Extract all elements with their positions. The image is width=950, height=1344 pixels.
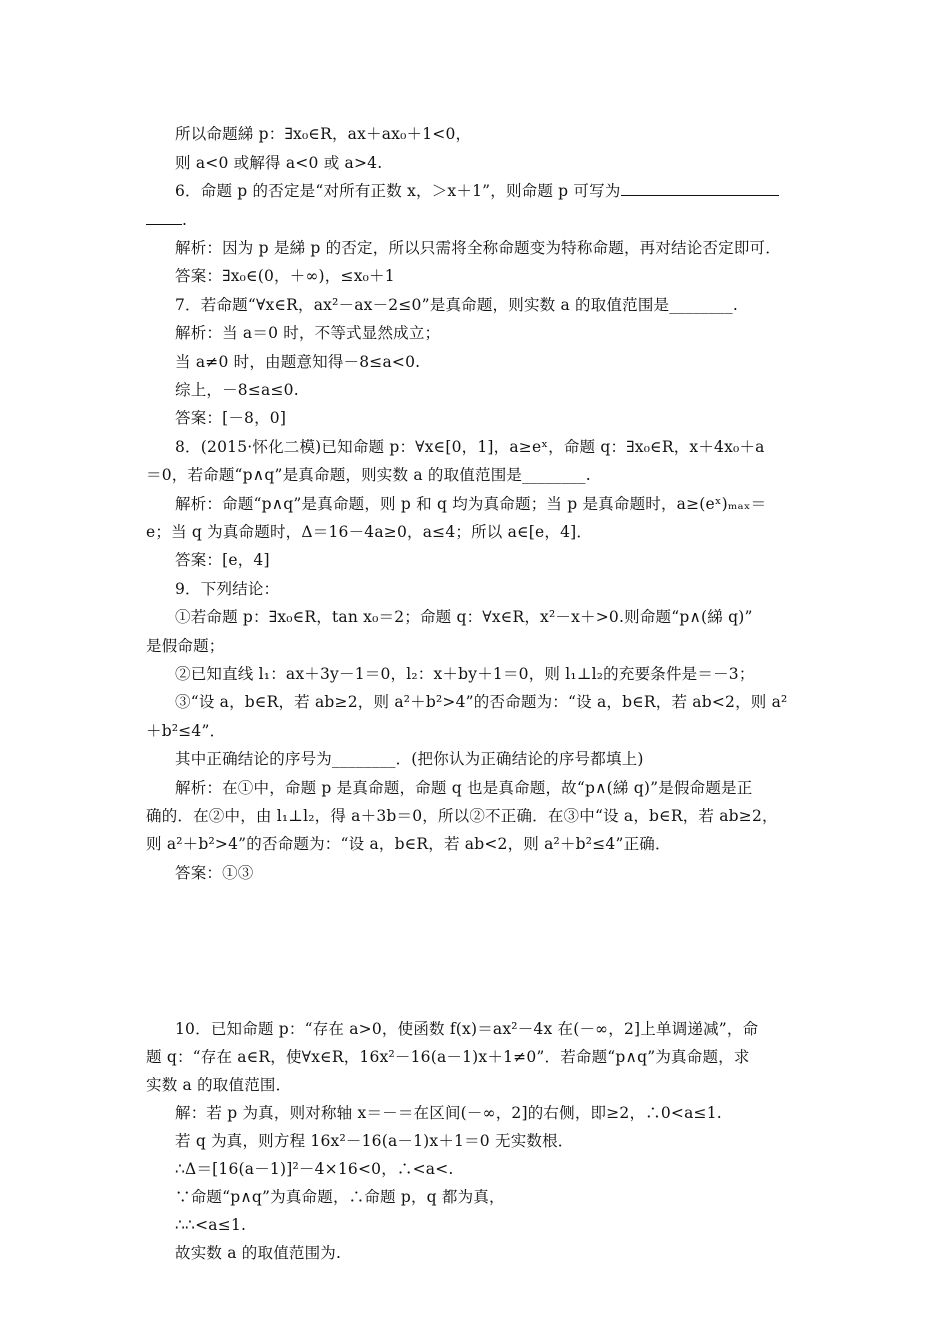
question-6	[175, 181, 779, 201]
answer-blank	[621, 181, 779, 196]
text-line: 实数 a 的取值范围．	[146, 1076, 292, 1094]
question-7: 7．若命题“∀x∈R，ax²－ax－2≤0”是真命题，则实数 a 的取值范围是________.	[175, 296, 738, 314]
text-line: 综上，－8≤a≤0.	[175, 381, 299, 399]
text-line: 确的．在②中，由 l₁⊥l₂，得 a＋3b＝0，所以②不正确．在③中“设 a，b∈R，若 ab≥2，	[146, 807, 778, 825]
text-line: 当 a≠0 时，由题意知得－8≤a<0.	[175, 353, 421, 371]
text-line: e；当 q 为真命题时，Δ＝16－4a≥0，a≤4；所以 a∈[e，4]．	[146, 523, 593, 541]
text-line: 题 q：“存在 a∈R，使∀x∈R，16x²－16(a－1)x＋1≠0”．若命题“p∧q”为真命题，求	[146, 1048, 750, 1066]
text-line: ∵命题“p∧q”为真命题，∴命题 p，q 都为真，	[175, 1188, 505, 1206]
answer-8: 答案：[e，4]	[175, 551, 270, 569]
answer-9: 答案：①③	[175, 864, 254, 882]
statement-1: ①若命题 p：∃x₀∈R，tan x₀＝2；命题 q：∀x∈R，x²－x＋>0.则命题“p∧(綈 q)”	[175, 608, 753, 626]
text-line: 是假命题；	[146, 637, 225, 655]
text-line: ＝0，若命题“p∧q”是真命题，则实数 a 的取值范围是________.	[146, 466, 591, 484]
text-line: 则 a²＋b²>4”的否命题为：“设 a，b∈R，若 ab<2，则 a²＋b²≤4”正确．	[146, 835, 671, 853]
question-6-end: .	[182, 211, 188, 229]
text-line: ∴Δ＝[16(a－1)]²－4×16<0，∴<a<.	[175, 1160, 454, 1178]
text-line: ∴∴<a≤1.	[175, 1216, 247, 1234]
analysis-6: 解析：因为 p 是綈 p 的否定，所以只需将全称命题变为特称命题，再对结论否定即可．	[175, 239, 781, 257]
question-6-text: 6．命题 p 的否定是“对所有正数 x，＞x＋1”，则命题 p 可写为	[175, 182, 621, 200]
answer-7: 答案：[－8，0]	[175, 409, 287, 427]
text-line: 所以命题綈 p：∃x₀∈R，ax＋ax₀＋1<0，	[175, 125, 472, 143]
statement-3: ③“设 a，b∈R，若 ab≥2，则 a²＋b²>4”的否命题为：“设 a，b∈R，若 ab<2，则 a²	[175, 693, 788, 711]
question-10: 10．已知命题 p：“存在 a>0，使函数 f(x)＝ax²－4x 在(－∞，2]上单调递减”，命	[175, 1020, 759, 1038]
answer-blank	[146, 210, 182, 225]
text-line: ＋b²≤4”．	[146, 722, 226, 740]
analysis-9: 解析：在①中，命题 p 是真命题，命题 q 也是真命题，故“p∧(綈 q)”是假命题是正	[175, 779, 753, 797]
conclusion-10: 故实数 a 的取值范围为.	[175, 1244, 342, 1262]
question-9: 9．下列结论：	[175, 580, 280, 598]
solution-10: 解：若 p 为真，则对称轴 x＝－＝在区间(－∞，2]的右侧，即≥2，∴0<a≤1.	[175, 1104, 722, 1122]
statement-2: ②已知直线 l₁：ax＋3y－1＝0，l₂：x＋by＋1＝0，则 l₁⊥l₂的充要条件是＝－3；	[175, 665, 755, 683]
question-6-cont	[146, 210, 187, 230]
question-8: 8．(2015·怀化二模)已知命题 p：∀x∈[0，1]，a≥eˣ，命题 q：∃x₀∈R，x＋4x₀＋a	[175, 438, 765, 456]
text-line: 若 q 为真，则方程 16x²－16(a－1)x＋1＝0 无实数根．	[175, 1132, 574, 1150]
answer-6: 答案：∃x₀∈(0，＋∞)，≤x₀＋1	[175, 267, 395, 285]
analysis-8: 解析：命题“p∧q”是真命题，则 p 和 q 均为真命题；当 p 是真命题时，a≥(eˣ)ₘₐₓ＝	[175, 495, 767, 513]
text-line: 则 a<0 或解得 a<0 或 a>4.	[175, 154, 383, 172]
analysis-7: 解析：当 a＝0 时，不等式显然成立；	[175, 324, 441, 342]
question-9-prompt: 其中正确结论的序号为________．(把你认为正确结论的序号都填上)	[175, 750, 644, 768]
